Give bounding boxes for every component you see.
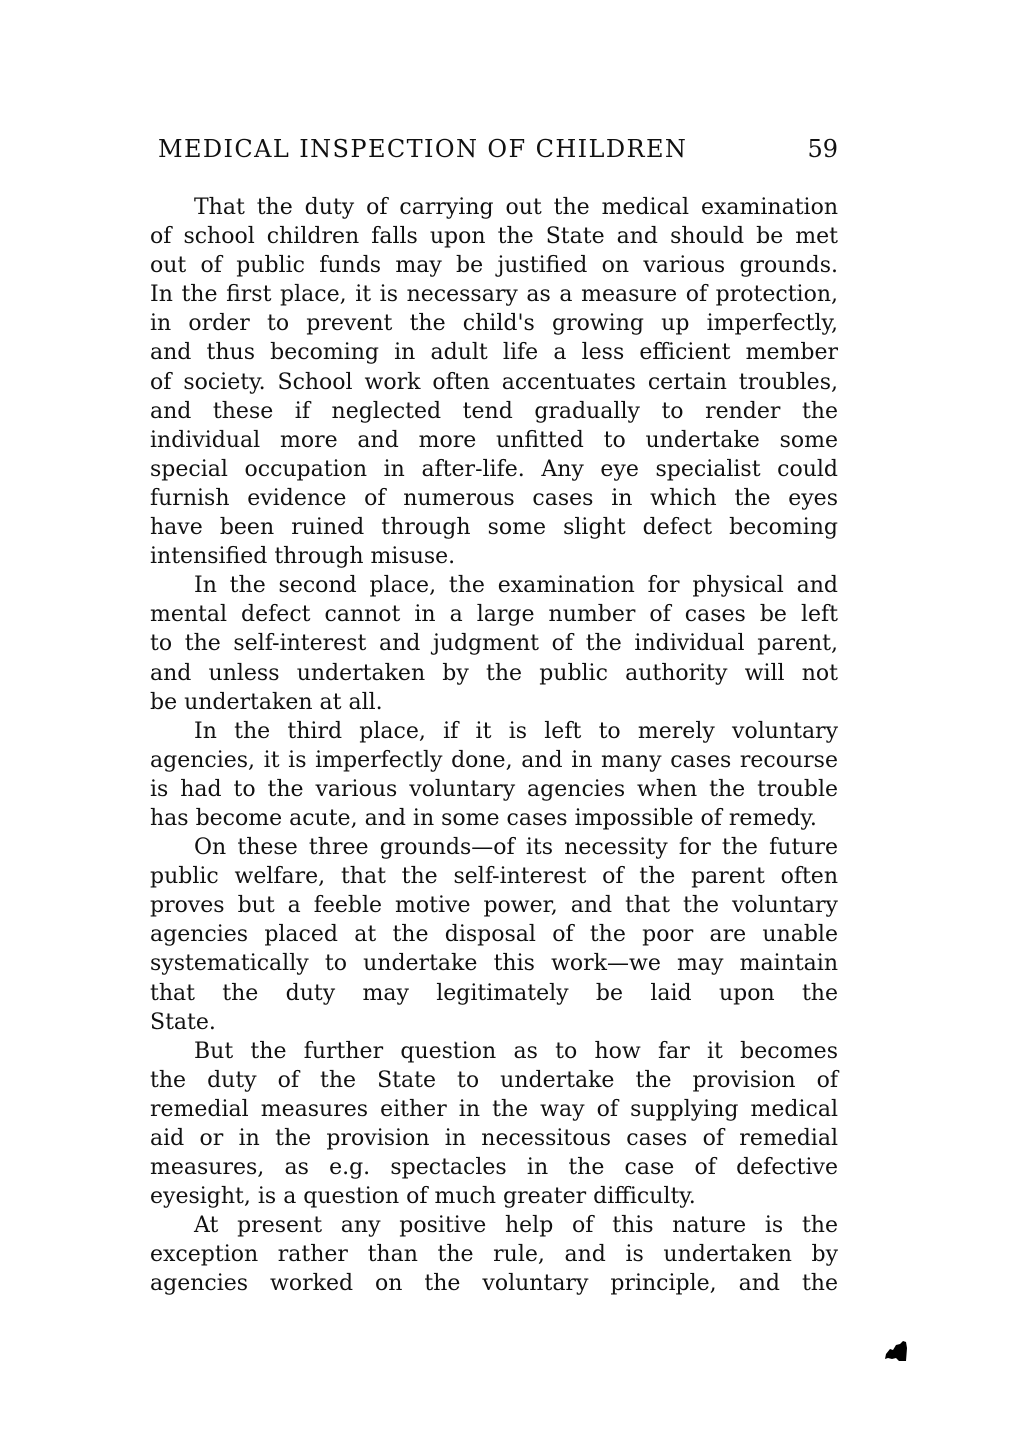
text-line: out of public funds may be justified on various grounds. — [150, 253, 838, 279]
text-line: That the duty of carrying out the medical examination — [194, 195, 838, 220]
text-line: has become acute, and in some cases impossible of remedy. — [150, 805, 817, 831]
paragraph — [150, 1211, 838, 1298]
text-line: special occupation in after-life. Any eye specialist could — [150, 456, 838, 482]
paragraph — [150, 193, 838, 571]
text-line: of society. School work often accentuates certain troubles, — [150, 369, 838, 395]
text-line: measures, as e.g. spectacles in the case of defective — [150, 1155, 838, 1181]
text-line: remedial measures either in the way of supplying medical — [150, 1096, 838, 1122]
running-title: MEDICAL INSPECTION OF CHILDREN — [158, 135, 688, 163]
paragraph — [150, 717, 838, 833]
text-line: mental defect cannot in a large number of cases be left — [150, 602, 838, 628]
text-line: eyesight, is a question of much greater difficulty. — [150, 1184, 696, 1210]
text-line: public welfare, that the self-interest of the parent often — [150, 864, 838, 890]
paragraph — [150, 833, 838, 1037]
page-number: 59 — [807, 135, 838, 163]
text-line: that the duty may legitimately be laid upon the — [150, 980, 838, 1006]
body-text — [150, 193, 838, 1299]
ink-blot-mark — [884, 1340, 908, 1362]
text-line: agencies, it is imperfectly done, and in many cases recourse — [150, 747, 838, 773]
text-line: At present any positive help of this nature is the — [194, 1213, 838, 1239]
text-line: In the third place, if it is left to merely voluntary — [194, 718, 838, 744]
paragraph — [150, 1037, 838, 1212]
text-line: and unless undertaken by the public authority will not — [150, 660, 838, 686]
text-line: intensified through misuse. — [150, 544, 456, 570]
text-line: the duty of the State to undertake the provision of — [150, 1067, 838, 1093]
text-line: in order to prevent the child's growing up imperfectly, — [150, 311, 838, 337]
text-line: be undertaken at all. — [150, 689, 383, 715]
text-line: In the first place, it is necessary as a measure of protection, — [150, 282, 838, 308]
text-line: of school children falls upon the State and should be met — [150, 224, 838, 250]
paragraph — [150, 571, 838, 716]
text-line: to the self-interest and judgment of the individual parent, — [150, 631, 838, 657]
text-line: have been ruined through some slight defect becoming — [150, 515, 838, 541]
text-line: agencies worked on the voluntary principle, and the — [150, 1271, 838, 1297]
text-line: aid or in the provision in necessitous cases of remedial — [150, 1126, 838, 1151]
text-line: is had to the various voluntary agencies when the trouble — [150, 776, 838, 802]
text-line: State. — [150, 1009, 216, 1035]
text-line: and thus becoming in adult life a less efficient member — [150, 340, 838, 366]
text-line: exception rather than the rule, and is undertaken by — [150, 1242, 838, 1268]
running-head — [158, 135, 838, 169]
text-line: proves but a feeble motive power, and that the voluntary — [150, 893, 838, 919]
text-line: But the further question as to how far it becomes — [194, 1038, 838, 1064]
text-line: In the second place, the examination for physical and — [194, 573, 838, 599]
text-line: On these three grounds—of its necessity for the future — [194, 835, 838, 861]
text-line: furnish evidence of numerous cases in which the eyes — [150, 485, 838, 511]
text-line: systematically to undertake this work—we may maintain — [150, 951, 838, 977]
text-line: individual more and more unfitted to undertake some — [150, 427, 838, 453]
text-line: and these if neglected tend gradually to render the — [150, 398, 838, 424]
text-line: agencies placed at the disposal of the poor are unable — [150, 922, 838, 948]
